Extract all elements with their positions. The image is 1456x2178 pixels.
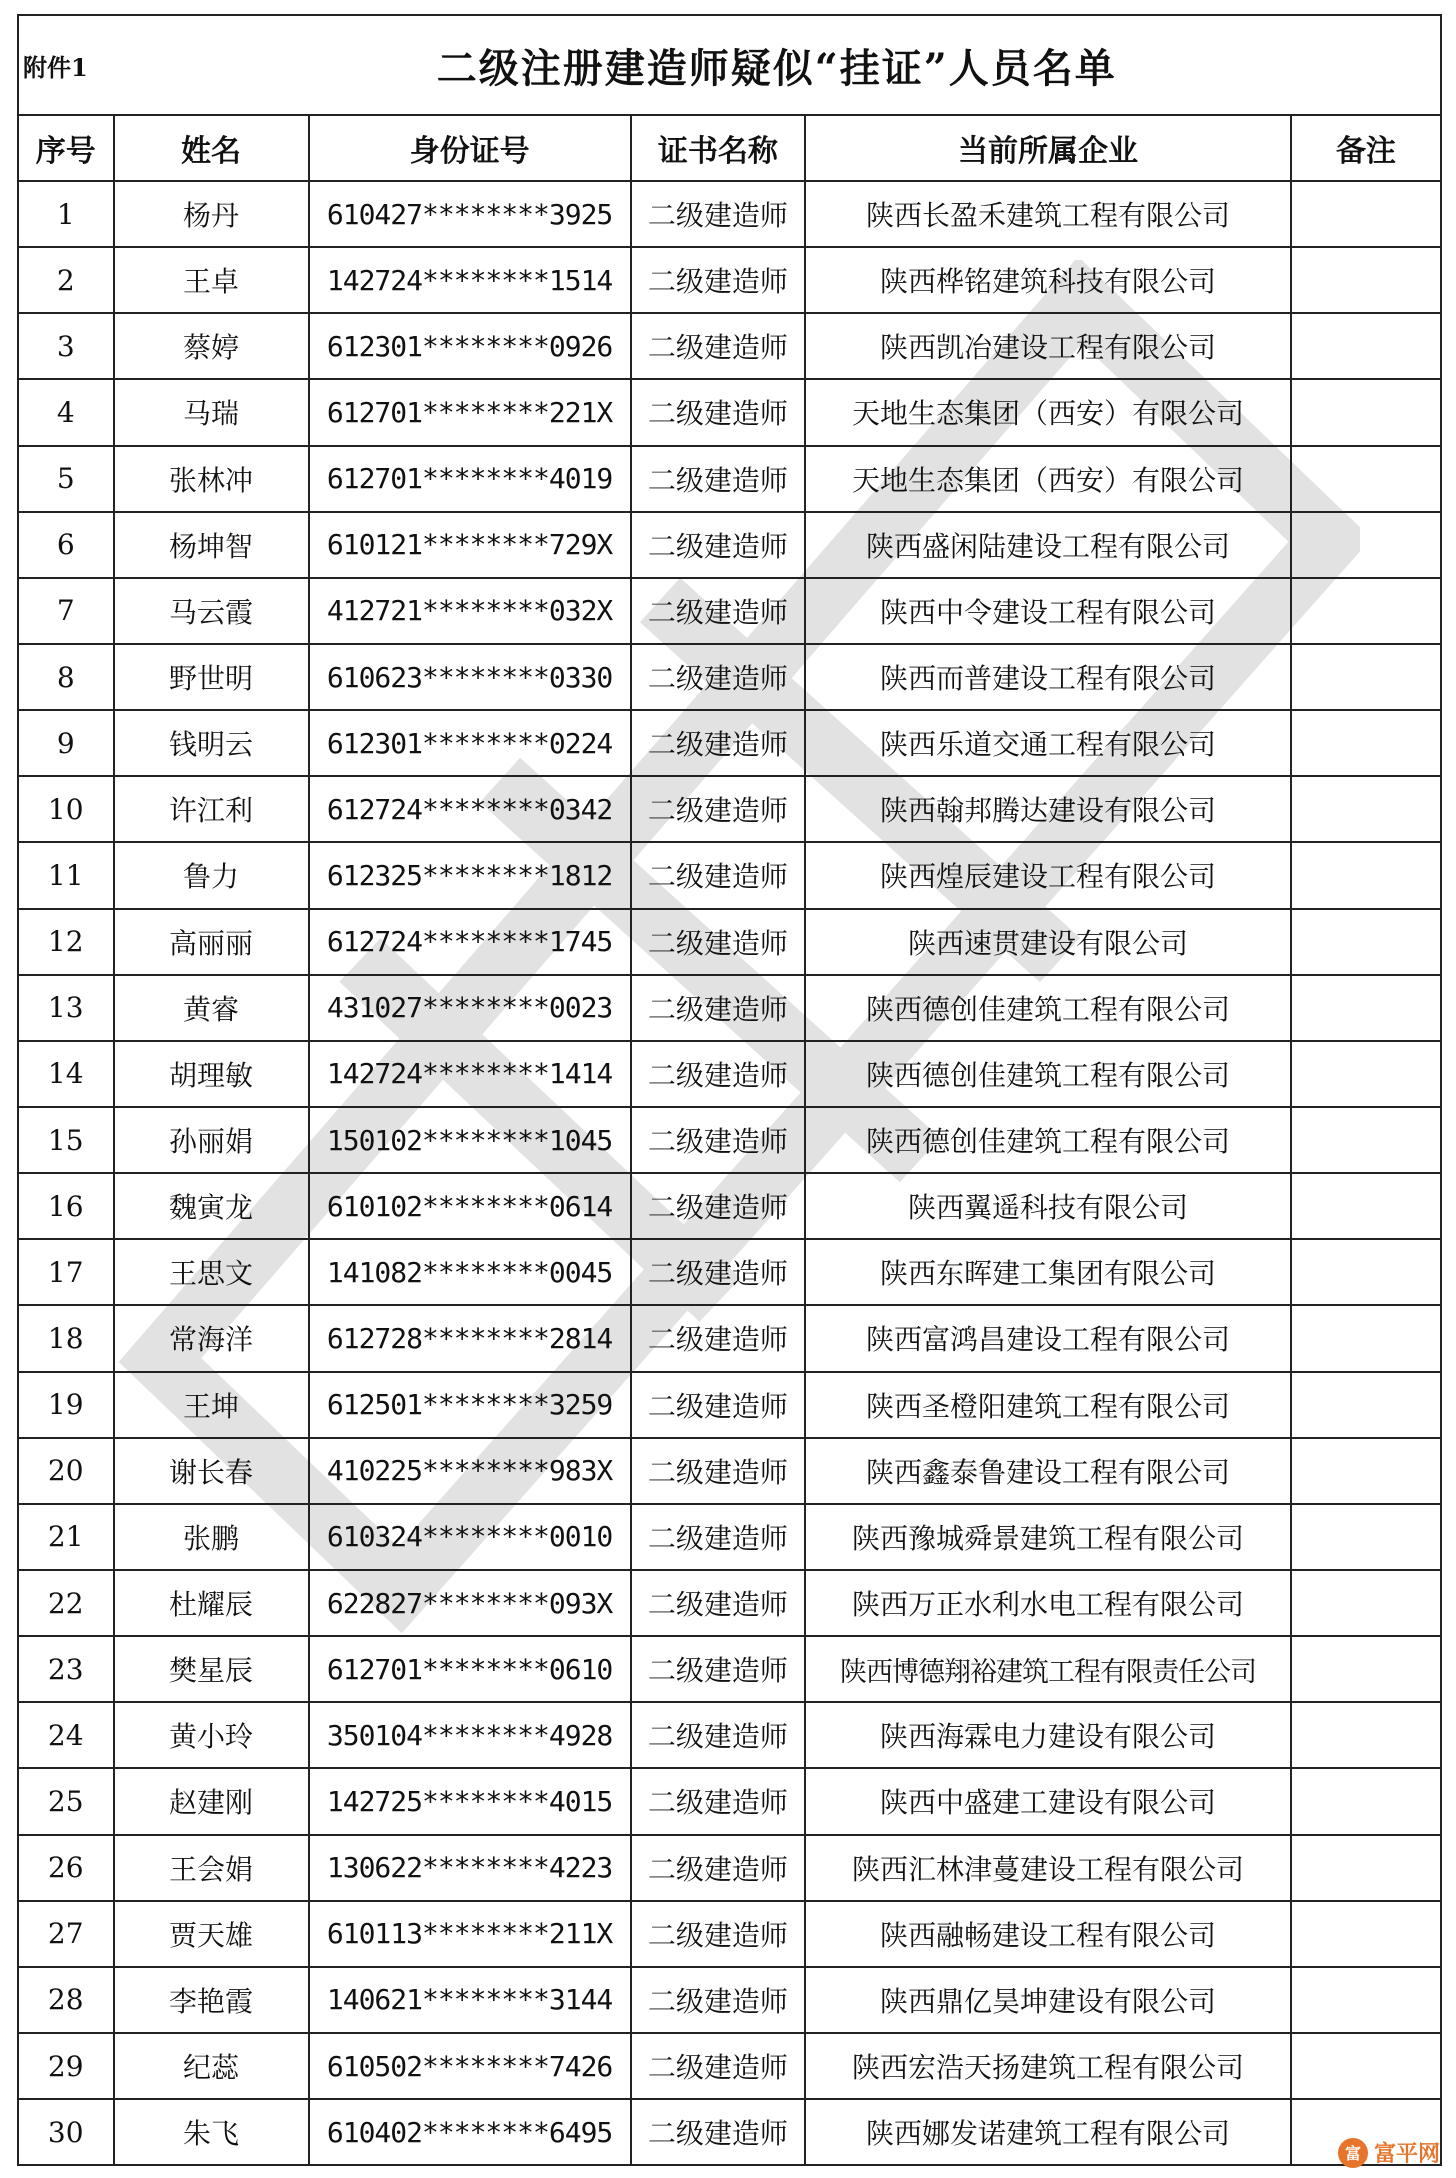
note-cell: [1291, 1636, 1441, 1702]
note-cell: [1291, 181, 1441, 247]
id-number: 612701********221X: [309, 379, 631, 445]
person-name: 黄睿: [114, 975, 309, 1041]
person-name: 常海洋: [114, 1305, 309, 1371]
table-row: [18, 2099, 1441, 2165]
row-number: 23: [18, 1636, 114, 1702]
company-name: 陕西凯冶建设工程有限公司: [805, 313, 1291, 379]
note-cell: [1291, 842, 1441, 908]
note-cell: [1291, 512, 1441, 578]
row-number: 28: [18, 1967, 114, 2033]
note-cell: [1291, 313, 1441, 379]
table-row: [18, 379, 1441, 445]
id-number: 612724********1745: [309, 909, 631, 975]
certificate-name: 二级建造师: [631, 1438, 806, 1504]
note-cell: [1291, 1305, 1441, 1371]
row-number: 27: [18, 1901, 114, 1967]
certificate-name: 二级建造师: [631, 379, 806, 445]
note-cell: [1291, 1041, 1441, 1107]
person-name: 胡理敏: [114, 1041, 309, 1107]
person-name: 孙丽娟: [114, 1107, 309, 1173]
row-number: 26: [18, 1835, 114, 1901]
table-row: [18, 1901, 1441, 1967]
id-number: 130622********4223: [309, 1835, 631, 1901]
id-number: 612701********4019: [309, 446, 631, 512]
row-number: 12: [18, 909, 114, 975]
company-name: 陕西鼎亿昊坤建设有限公司: [805, 1967, 1291, 2033]
table-row: [18, 1107, 1441, 1173]
table-row: [18, 710, 1441, 776]
row-number: 4: [18, 379, 114, 445]
row-number: 10: [18, 776, 114, 842]
company-name: 陕西长盈禾建筑工程有限公司: [805, 181, 1291, 247]
row-number: 22: [18, 1570, 114, 1636]
note-cell: [1291, 975, 1441, 1041]
company-name: 陕西中盛建工建设有限公司: [805, 1768, 1291, 1834]
certificate-name: 二级建造师: [631, 1107, 806, 1173]
col-header-note: 备注: [1291, 115, 1441, 181]
note-cell: [1291, 446, 1441, 512]
company-name: 陕西德创佳建筑工程有限公司: [805, 1107, 1291, 1173]
company-name: 陕西汇林津蔓建设工程有限公司: [805, 1835, 1291, 1901]
certificate-name: 二级建造师: [631, 710, 806, 776]
company-name: 陕西万正水利水电工程有限公司: [805, 1570, 1291, 1636]
note-cell: [1291, 1438, 1441, 1504]
certificate-name: 二级建造师: [631, 247, 806, 313]
table-row: [18, 181, 1441, 247]
person-name: 樊星辰: [114, 1636, 309, 1702]
row-number: 9: [18, 710, 114, 776]
certificate-name: 二级建造师: [631, 1372, 806, 1438]
certificate-name: 二级建造师: [631, 975, 806, 1041]
id-number: 142724********1414: [309, 1041, 631, 1107]
table-row: [18, 1768, 1441, 1834]
person-name: 张林冲: [114, 446, 309, 512]
person-name: 杨丹: [114, 181, 309, 247]
certificate-name: 二级建造师: [631, 181, 806, 247]
person-name: 马瑞: [114, 379, 309, 445]
row-number: 20: [18, 1438, 114, 1504]
person-name: 马云霞: [114, 578, 309, 644]
note-cell: [1291, 1702, 1441, 1768]
table-row: [18, 512, 1441, 578]
person-name: 杜耀辰: [114, 1570, 309, 1636]
certificate-name: 二级建造师: [631, 1570, 806, 1636]
certificate-name: 二级建造师: [631, 644, 806, 710]
certificate-name: 二级建造师: [631, 1901, 806, 1967]
company-name: 陕西融畅建设工程有限公司: [805, 1901, 1291, 1967]
table-row: [18, 1636, 1441, 1702]
company-name: 陕西博德翔裕建筑工程有限责任公司: [805, 1636, 1291, 1702]
row-number: 21: [18, 1504, 114, 1570]
id-number: 141082********0045: [309, 1239, 631, 1305]
row-number: 3: [18, 313, 114, 379]
table-row: [18, 446, 1441, 512]
id-number: 612301********0224: [309, 710, 631, 776]
company-name: 陕西豫城舜景建筑工程有限公司: [805, 1504, 1291, 1570]
col-header-name: 姓名: [114, 115, 309, 181]
id-number: 612728********2814: [309, 1305, 631, 1371]
person-name: 张鹏: [114, 1504, 309, 1570]
company-name: 天地生态集团（西安）有限公司: [805, 446, 1291, 512]
id-number: 610121********729X: [309, 512, 631, 578]
company-name: 陕西桦铭建筑科技有限公司: [805, 247, 1291, 313]
id-number: 612701********0610: [309, 1636, 631, 1702]
id-number: 610402********6495: [309, 2099, 631, 2165]
id-number: 610113********211X: [309, 1901, 631, 1967]
company-name: 陕西鑫泰鲁建设工程有限公司: [805, 1438, 1291, 1504]
company-name: 陕西娜发诺建筑工程有限公司: [805, 2099, 1291, 2165]
row-number: 25: [18, 1768, 114, 1834]
certificate-name: 二级建造师: [631, 1173, 806, 1239]
row-number: 17: [18, 1239, 114, 1305]
id-number: 431027********0023: [309, 975, 631, 1041]
row-number: 11: [18, 842, 114, 908]
site-name: 富平网: [1373, 2142, 1440, 2167]
attachment-label: 附件1: [18, 15, 114, 115]
table-row: [18, 1239, 1441, 1305]
row-number: 5: [18, 446, 114, 512]
person-name: 杨坤智: [114, 512, 309, 578]
person-name: 赵建刚: [114, 1768, 309, 1834]
id-number: 610623********0330: [309, 644, 631, 710]
row-number: 6: [18, 512, 114, 578]
company-name: 陕西富鸿昌建设工程有限公司: [805, 1305, 1291, 1371]
certificate-name: 二级建造师: [631, 842, 806, 908]
col-header-id: 身份证号: [309, 115, 631, 181]
person-name: 鲁力: [114, 842, 309, 908]
certificate-name: 二级建造师: [631, 1041, 806, 1107]
note-cell: [1291, 1967, 1441, 2033]
company-name: 陕西中令建设工程有限公司: [805, 578, 1291, 644]
row-number: 18: [18, 1305, 114, 1371]
id-number: 410225********983X: [309, 1438, 631, 1504]
row-number: 19: [18, 1372, 114, 1438]
note-cell: [1291, 710, 1441, 776]
company-name: 陕西海霖电力建设有限公司: [805, 1702, 1291, 1768]
certificate-name: 二级建造师: [631, 1967, 806, 2033]
table-row: [18, 313, 1441, 379]
table-row: [18, 1702, 1441, 1768]
note-cell: [1291, 1173, 1441, 1239]
row-number: 30: [18, 2099, 114, 2165]
note-cell: [1291, 1372, 1441, 1438]
table-row: [18, 1504, 1441, 1570]
row-number: 7: [18, 578, 114, 644]
person-name: 王坤: [114, 1372, 309, 1438]
table-row: [18, 776, 1441, 842]
table-row: [18, 975, 1441, 1041]
note-cell: [1291, 1835, 1441, 1901]
table-row: [18, 1835, 1441, 1901]
person-name: 王会娟: [114, 1835, 309, 1901]
person-name: 许江利: [114, 776, 309, 842]
note-cell: [1291, 578, 1441, 644]
person-name: 魏寅龙: [114, 1173, 309, 1239]
document-title: 二级注册建造师疑似“挂证”人员名单: [114, 15, 1442, 115]
id-number: 610324********0010: [309, 1504, 631, 1570]
note-cell: [1291, 1504, 1441, 1570]
id-number: 612501********3259: [309, 1372, 631, 1438]
person-name: 王卓: [114, 247, 309, 313]
person-name: 蔡婷: [114, 313, 309, 379]
person-name: 朱飞: [114, 2099, 309, 2165]
person-name: 王思文: [114, 1239, 309, 1305]
note-cell: [1291, 1107, 1441, 1173]
company-name: 陕西而普建设工程有限公司: [805, 644, 1291, 710]
table-row: [18, 1967, 1441, 2033]
company-name: 陕西盛闲陆建设工程有限公司: [805, 512, 1291, 578]
certificate-name: 二级建造师: [631, 1835, 806, 1901]
table-row: [18, 578, 1441, 644]
id-number: 140621********3144: [309, 1967, 631, 2033]
note-cell: [1291, 1768, 1441, 1834]
note-cell: [1291, 247, 1441, 313]
company-name: 陕西东晖建工集团有限公司: [805, 1239, 1291, 1305]
note-cell: [1291, 909, 1441, 975]
table-row: [18, 909, 1441, 975]
note-cell: [1291, 1239, 1441, 1305]
person-name: 黄小玲: [114, 1702, 309, 1768]
person-name: 野世明: [114, 644, 309, 710]
table-row: [18, 1305, 1441, 1371]
row-number: 29: [18, 2033, 114, 2099]
certificate-name: 二级建造师: [631, 1636, 806, 1702]
company-name: 天地生态集团（西安）有限公司: [805, 379, 1291, 445]
company-name: 陕西翰邦腾达建设有限公司: [805, 776, 1291, 842]
certificate-name: 二级建造师: [631, 313, 806, 379]
company-name: 陕西德创佳建筑工程有限公司: [805, 1041, 1291, 1107]
certificate-name: 二级建造师: [631, 446, 806, 512]
title-row: [18, 15, 1441, 115]
table-row: [18, 247, 1441, 313]
col-header-cert: 证书名称: [631, 115, 806, 181]
row-number: 24: [18, 1702, 114, 1768]
company-name: 陕西乐道交通工程有限公司: [805, 710, 1291, 776]
table-row: [18, 842, 1441, 908]
person-name: 纪蕊: [114, 2033, 309, 2099]
table-row: [18, 1438, 1441, 1504]
note-cell: [1291, 1570, 1441, 1636]
certificate-name: 二级建造师: [631, 1768, 806, 1834]
id-number: 412721********032X: [309, 578, 631, 644]
col-header-company: 当前所属企业: [805, 115, 1291, 181]
certificate-name: 二级建造师: [631, 512, 806, 578]
id-number: 610102********0614: [309, 1173, 631, 1239]
id-number: 610427********3925: [309, 181, 631, 247]
certificate-name: 二级建造师: [631, 578, 806, 644]
table-row: [18, 1372, 1441, 1438]
corner-logo: [1338, 2137, 1440, 2168]
id-number: 612325********1812: [309, 842, 631, 908]
company-name: 陕西速贯建设有限公司: [805, 909, 1291, 975]
row-number: 8: [18, 644, 114, 710]
note-cell: [1291, 1901, 1441, 1967]
table-row: [18, 2033, 1441, 2099]
table-row: [18, 1173, 1441, 1239]
certificate-name: 二级建造师: [631, 1239, 806, 1305]
row-number: 16: [18, 1173, 114, 1239]
id-number: 610502********7426: [309, 2033, 631, 2099]
person-name: 钱明云: [114, 710, 309, 776]
person-name: 高丽丽: [114, 909, 309, 975]
row-number: 15: [18, 1107, 114, 1173]
id-number: 350104********4928: [309, 1702, 631, 1768]
row-number: 2: [18, 247, 114, 313]
header-row: [18, 115, 1441, 181]
id-number: 622827********093X: [309, 1570, 631, 1636]
note-cell: [1291, 2033, 1441, 2099]
note-cell: [1291, 379, 1441, 445]
certificate-name: 二级建造师: [631, 2099, 806, 2165]
row-number: 13: [18, 975, 114, 1041]
certificate-name: 二级建造师: [631, 909, 806, 975]
company-name: 陕西圣橙阳建筑工程有限公司: [805, 1372, 1291, 1438]
person-name: 贾天雄: [114, 1901, 309, 1967]
company-name: 陕西宏浩天扬建筑工程有限公司: [805, 2033, 1291, 2099]
company-name: 陕西德创佳建筑工程有限公司: [805, 975, 1291, 1041]
note-cell: [1291, 644, 1441, 710]
id-number: 612301********0926: [309, 313, 631, 379]
note-cell: [1291, 776, 1441, 842]
person-name: 谢长春: [114, 1438, 309, 1504]
row-number: 1: [18, 181, 114, 247]
certificate-name: 二级建造师: [631, 776, 806, 842]
id-number: 612724********0342: [309, 776, 631, 842]
table-row: [18, 644, 1441, 710]
person-name: 李艳霞: [114, 1967, 309, 2033]
certificate-name: 二级建造师: [631, 1504, 806, 1570]
company-name: 陕西煌辰建设工程有限公司: [805, 842, 1291, 908]
table-row: [18, 1041, 1441, 1107]
table-row: [18, 1570, 1441, 1636]
company-name: 陕西翼遥科技有限公司: [805, 1173, 1291, 1239]
suspect-list-table: [17, 14, 1442, 2166]
certificate-name: 二级建造师: [631, 1702, 806, 1768]
row-number: 14: [18, 1041, 114, 1107]
certificate-name: 二级建造师: [631, 2033, 806, 2099]
site-logo-icon: 富: [1338, 2138, 1368, 2168]
id-number: 142724********1514: [309, 247, 631, 313]
certificate-name: 二级建造师: [631, 1305, 806, 1371]
id-number: 142725********4015: [309, 1768, 631, 1834]
id-number: 150102********1045: [309, 1107, 631, 1173]
col-header-no: 序号: [18, 115, 114, 181]
